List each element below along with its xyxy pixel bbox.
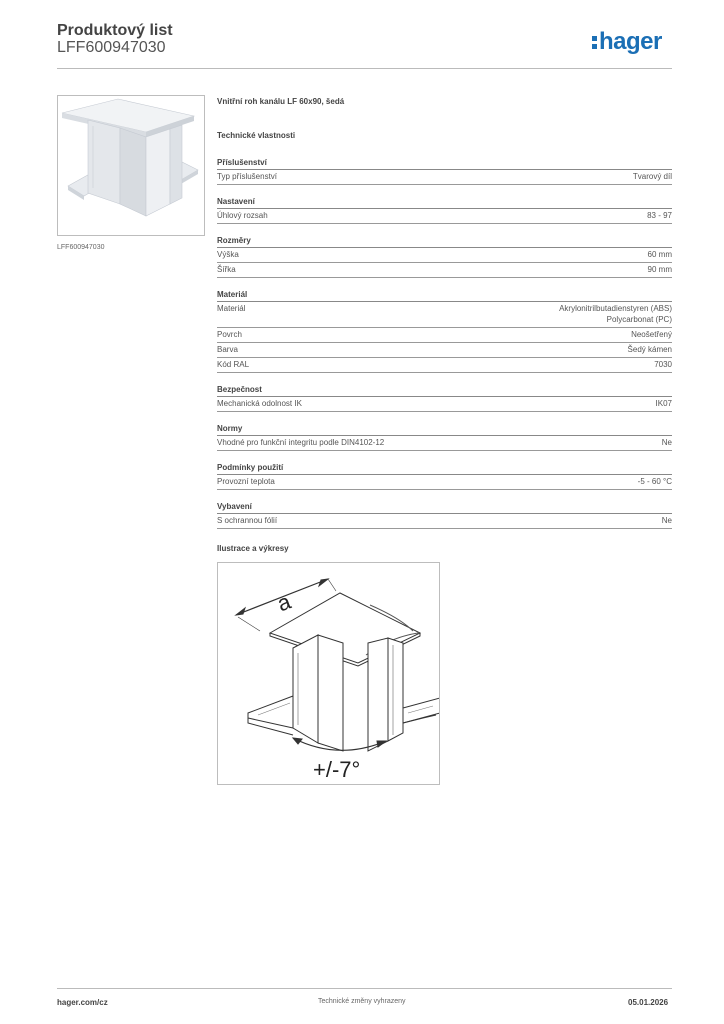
spec-label: Typ příslušenství	[217, 172, 278, 181]
spec-value: Ne	[661, 438, 672, 447]
product-image	[57, 95, 205, 236]
spec-label: Výška	[217, 250, 239, 259]
footer-divider	[57, 988, 672, 989]
spec-label: Vhodné pro funkční integritu podle DIN4102-12	[217, 438, 385, 447]
spec-row	[217, 343, 672, 358]
spec-label: Mechanická odolnost IK	[217, 399, 302, 408]
image-caption: LFF600947030	[57, 244, 105, 251]
spec-value: Šedý kámen	[627, 345, 672, 354]
spec-label: Úhlový rozsah	[217, 211, 268, 220]
hager-logo	[592, 28, 662, 56]
spec-table	[217, 157, 672, 529]
section-title: Bezpečnost	[217, 384, 672, 397]
section-title: Nastavení	[217, 196, 672, 209]
spec-row	[217, 514, 672, 529]
footer-disclaimer: Technické změny vyhrazeny	[318, 998, 406, 1005]
spec-label: Povrch	[217, 330, 242, 339]
spec-row	[217, 328, 672, 343]
product-code: LFF600947030	[57, 39, 166, 56]
spec-value: Neošetřený	[631, 330, 672, 339]
footer-date: 05.01.2026	[628, 998, 669, 1007]
section-title: Podmínky použití	[217, 462, 672, 475]
spec-row	[217, 248, 672, 263]
spec-value: 7030	[654, 360, 672, 369]
section-title: Příslušenství	[217, 157, 672, 170]
spec-label: Barva	[217, 345, 238, 354]
spec-label: Provozní teplota	[217, 477, 275, 486]
spec-value: 90 mm	[647, 265, 672, 274]
spec-value: 83 - 97	[647, 211, 672, 220]
spec-value: Ne	[661, 516, 672, 525]
spec-value: 60 mm	[647, 250, 672, 259]
section-title: Rozměry	[217, 235, 672, 248]
spec-row	[217, 475, 672, 490]
angle-label: +/-7°	[313, 757, 361, 782]
footer-website: hager.com/cz	[57, 998, 108, 1007]
spec-value: -5 - 60 °C	[637, 477, 672, 486]
spec-label: Šířka	[217, 265, 236, 274]
spec-row	[217, 263, 672, 278]
technical-drawing	[217, 562, 440, 785]
dimension-label: a	[273, 588, 294, 617]
product-name: Vnitřní roh kanálu LF 60x90, šedá	[217, 97, 345, 106]
spec-row	[217, 397, 672, 412]
page-title: Produktový list	[57, 22, 173, 39]
spec-row	[217, 436, 672, 451]
section-title: Vybavení	[217, 501, 672, 514]
spec-value: Tvarový díl	[632, 172, 672, 181]
section-title: Normy	[217, 423, 672, 436]
header-divider	[57, 68, 672, 69]
section-title: Materiál	[217, 289, 672, 302]
spec-label: Materiál	[217, 304, 246, 313]
spec-value: IK07	[655, 399, 672, 408]
spec-label: S ochrannou fólií	[217, 516, 278, 525]
spec-label: Kód RAL	[217, 360, 250, 369]
spec-row	[217, 358, 672, 373]
spec-row	[217, 302, 672, 328]
illustrations-title: Ilustrace a výkresy	[217, 544, 289, 553]
logo-text: hager	[599, 28, 662, 55]
technical-properties-title: Technické vlastnosti	[217, 131, 296, 140]
spec-value: Akrylonitrilbutadienstyren (ABS) Polycarbonat (PC)	[559, 304, 672, 324]
spec-row	[217, 209, 672, 224]
logo-mark-icon	[592, 34, 597, 50]
spec-row	[217, 170, 672, 185]
